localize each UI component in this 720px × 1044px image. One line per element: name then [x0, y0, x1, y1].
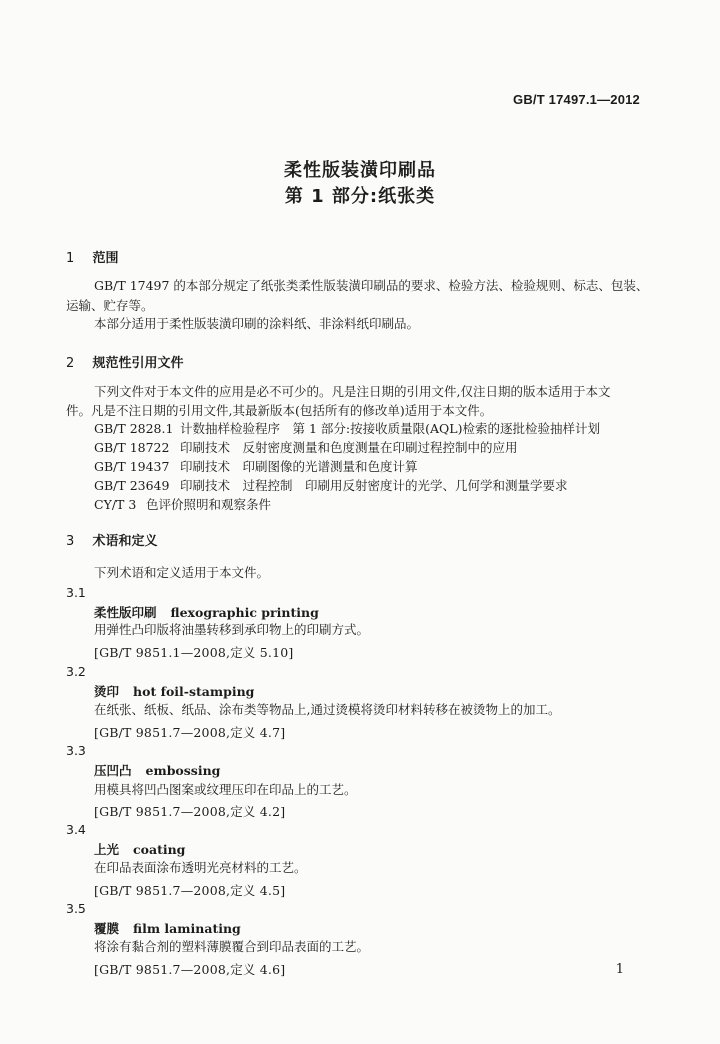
paragraph: 下列文件对于本文件的应用是必不可少的。凡是注日期的引用文件,仅注日期的版本适用于本文 [94, 384, 611, 399]
term-definition: 将涂有黏合剂的塑料薄膜覆合到印品表面的工艺。 [94, 939, 370, 954]
reference-title: 色评价照明和观察条件 [146, 497, 272, 512]
standard-code: GB/T 17497.1—2012 [513, 92, 640, 107]
reference-item [94, 457, 418, 477]
section-number: 3 [66, 534, 75, 549]
term-definition: 在纸张、纸板、纸品、涂布类等物品上,通过烫模将烫印材料转移在被烫物上的加工。 [94, 702, 561, 717]
reference-title: 印刷技术 反射密度测量和色度测量在印刷过程控制中的应用 [180, 440, 518, 455]
section-1-heading [66, 247, 119, 266]
term-zh: 上光 [94, 842, 120, 857]
term-en: embossing [145, 763, 221, 778]
reference-item [94, 419, 600, 439]
term-entry [94, 603, 319, 621]
section-title: 范围 [92, 251, 119, 266]
term-source: [GB/T 9851.1—2008,定义 5.10] [94, 645, 294, 660]
reference-item [94, 438, 518, 458]
clause-number: 3.3 [66, 743, 86, 758]
section-2-heading [66, 352, 184, 371]
term-entry [94, 919, 241, 937]
section-title: 规范性引用文件 [92, 356, 184, 371]
clause-number: 3.5 [66, 901, 86, 916]
document-subtitle: 第 1 部分:纸张类 [284, 186, 436, 207]
document-title: 柔性版装潢印刷品 [284, 160, 436, 181]
clause-number: 3.2 [66, 664, 86, 679]
term-definition: 用模具将凹凸图案或纹理压印在印品上的工艺。 [94, 782, 357, 797]
paragraph: GB/T 17497 的本部分规定了纸张类柔性版装潢印刷品的要求、检验方法、检验规则、标志、包装、 [94, 278, 649, 293]
paragraph: 本部分适用于柔性版装潢印刷的涂料纸、非涂料纸印刷品。 [94, 316, 420, 331]
reference-item [94, 495, 271, 515]
paragraph: 下列术语和定义适用于本文件。 [94, 565, 270, 580]
term-source: [GB/T 9851.7—2008,定义 4.7] [94, 725, 286, 740]
term-source: [GB/T 9851.7—2008,定义 4.2] [94, 804, 286, 819]
paragraph: 件。凡是不注日期的引用文件,其最新版本(包括所有的修改单)适用于本文件。 [66, 403, 493, 418]
clause-number: 3.1 [66, 585, 86, 600]
term-definition: 用弹性凸印版将油墨转移到承印物上的印刷方式。 [94, 622, 370, 637]
reference-title: 印刷技术 过程控制 印刷用反射密度计的光学、几何学和测量学要求 [180, 478, 568, 493]
reference-code: GB/T 23649 [94, 478, 170, 493]
page-number: 1 [615, 962, 624, 977]
term-zh: 覆膜 [94, 921, 120, 936]
term-entry [94, 840, 185, 858]
reference-code: GB/T 19437 [94, 459, 170, 474]
reference-title: 计数抽样检验程序 第 1 部分:按接收质量限(AQL)检索的逐批检验抽样计划 [180, 421, 600, 436]
term-en: hot foil-stamping [133, 684, 255, 699]
reference-item [94, 476, 568, 496]
clause-number: 3.4 [66, 822, 86, 837]
term-definition: 在印品表面涂布透明光亮材料的工艺。 [94, 860, 307, 875]
term-zh: 压凹凸 [94, 763, 132, 778]
term-en: flexographic printing [170, 605, 319, 620]
section-3-heading [66, 530, 158, 549]
term-entry [94, 761, 220, 779]
reference-code: GB/T 18722 [94, 440, 170, 455]
term-entry [94, 682, 254, 700]
paragraph: 运输、贮存等。 [66, 298, 154, 313]
term-source: [GB/T 9851.7—2008,定义 4.5] [94, 883, 286, 898]
section-number: 2 [66, 356, 75, 371]
term-source: [GB/T 9851.7—2008,定义 4.6] [94, 962, 286, 977]
section-number: 1 [66, 251, 75, 266]
term-zh: 柔性版印刷 [94, 605, 157, 620]
section-title: 术语和定义 [92, 534, 158, 549]
term-en: film laminating [133, 921, 241, 936]
term-zh: 烫印 [94, 684, 120, 699]
reference-title: 印刷技术 印刷图像的光谱测量和色度计算 [180, 459, 418, 474]
reference-code: GB/T 2828.1 [94, 421, 174, 436]
term-en: coating [133, 842, 186, 857]
reference-code: CY/T 3 [94, 497, 137, 512]
